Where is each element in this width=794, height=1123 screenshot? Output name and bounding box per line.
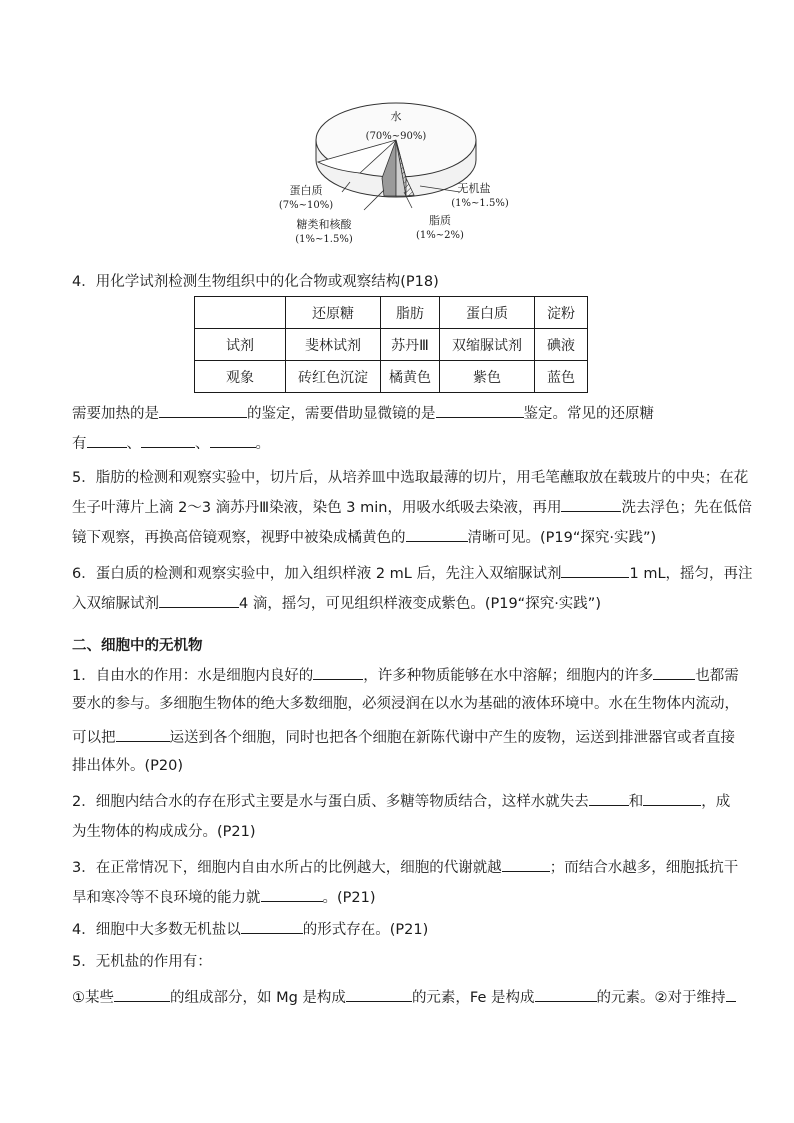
answer-blank[interactable] (535, 986, 597, 1002)
table-cell: 蛋白质 (440, 297, 535, 329)
protein-percent: (7%~10%) (278, 200, 334, 211)
table-cell: 双缩脲试剂 (440, 329, 535, 361)
table-row (195, 329, 588, 361)
answer-blank[interactable] (726, 986, 736, 1002)
lipid-percent: (1%~2%) (416, 230, 464, 241)
table-cell: 紫色 (440, 361, 535, 393)
answer-blank[interactable] (241, 918, 303, 934)
answer-blank[interactable] (261, 886, 323, 902)
q6-line-1: 6．蛋白质的检测和观察实验中，加入组织样液 2 mL 后，先注入双缩脲试剂 1 mL，摇匀，再注 (72, 562, 753, 584)
answer-blank[interactable] (159, 402, 247, 418)
answer-blank[interactable] (210, 432, 256, 448)
section-heading: 二、细胞中的无机物 (72, 638, 203, 654)
table-cell (195, 297, 286, 329)
s1-line-2: 要水的参与。多细胞生物体的绝大多数细胞，必须浸润在以水为基础的液体环境中。水在生物体内流动， (72, 696, 739, 712)
answer-blank[interactable] (114, 986, 170, 1002)
salt-label: 无机盐 (457, 182, 491, 195)
q5-line-2: 生子叶薄片上滴 2～3 滴苏丹Ⅲ染液，染色 3 min，用吸水纸吸去染液，再用 洗去浮色；先在低倍 (72, 496, 752, 518)
s4-line: 4．细胞中大多数无机盐以 的形式存在。(P21) (72, 918, 428, 940)
q5-line-1: 5．脂肪的检测和观察实验中，切片后，从培养皿中选取最薄的切片，用毛笔蘸取放在载玻片的中央；在花 (72, 470, 749, 486)
table-cell: 还原糖 (286, 297, 381, 329)
answer-blank[interactable] (346, 986, 412, 1002)
table-cell: 蓝色 (535, 361, 588, 393)
table-cell: 试剂 (195, 329, 286, 361)
table-cell: 砖红色沉淀 (286, 361, 381, 393)
q4-line-1: 需要加热的是 的鉴定，需要借助显微镜的是 鉴定。常见的还原糖 (72, 402, 654, 424)
answer-blank[interactable] (561, 562, 629, 578)
answer-blank[interactable] (406, 526, 468, 542)
s1-line-3: 可以把 运送到各个细胞，同时也把各个细胞在新陈代谢中产生的废物，运送到排泄器官或者直接 (72, 726, 735, 748)
answer-blank[interactable] (159, 592, 239, 608)
s1-line-1: 1．自由水的作用：水是细胞内良好的 ，许多种物质能够在水中溶解；细胞内的许多 也都需 (72, 664, 739, 686)
answer-blank[interactable] (561, 496, 621, 512)
reagent-table (194, 296, 588, 393)
answer-blank[interactable] (502, 856, 550, 872)
s2-line-1: 2．细胞内结合水的存在形式主要是水与蛋白质、多糖等物质结合，这样水就失去 和 ，成 (72, 790, 730, 812)
table-row (195, 361, 588, 393)
water-label: 水 (390, 110, 402, 123)
lipid-label: 脂质 (429, 214, 451, 227)
answer-blank[interactable] (141, 432, 195, 448)
answer-blank[interactable] (653, 664, 695, 680)
q6-line-2: 入双缩脲试剂 4 滴，摇匀，可见组织样液变成紫色。(P19“探究·实践”) (72, 592, 601, 614)
s5-line-1: ①某些 的组成部分，如 Mg 是构成 的元素，Fe 是构成 的元素。②对于维持 (72, 986, 736, 1008)
s5-title: 5．无机盐的作用有： (72, 954, 212, 970)
table-cell: 脂肪 (381, 297, 440, 329)
answer-blank[interactable] (116, 726, 170, 742)
table-cell: 苏丹Ⅲ (381, 329, 440, 361)
table-cell: 碘液 (535, 329, 588, 361)
s1-line-4: 排出体外。(P20) (72, 758, 184, 774)
s3-line-2: 旱和寒冷等不良环境的能力就 。(P21) (72, 886, 376, 908)
q4-line-2: 有 、 、 。 (72, 432, 270, 454)
water-percent: (70%~90%) (365, 131, 427, 142)
table-cell: 观象 (195, 361, 286, 393)
s2-line-2: 为生物体的构成成分。(P21) (72, 824, 256, 840)
table-cell: 斐林试剂 (286, 329, 381, 361)
q4-title: 4．用化学试剂检测生物组织中的化合物或观察结构(P18) (72, 274, 439, 290)
answer-blank[interactable] (87, 432, 127, 448)
salt-percent: (1%~1.5%) (451, 198, 509, 209)
s3-line-1: 3．在正常情况下，细胞内自由水所占的比例越大，细胞的代谢就越 ；而结合水越多，细胞抵抗干 (72, 856, 738, 878)
answer-blank[interactable] (589, 790, 629, 806)
answer-blank[interactable] (436, 402, 524, 418)
answer-blank[interactable] (313, 664, 363, 680)
answer-blank[interactable] (643, 790, 701, 806)
q5-line-3: 镜下观察，再换高倍镜观察，视野中被染成橘黄色的 清晰可见。(P19“探究·实践”) (72, 526, 656, 548)
sugar-percent: (1%~1.5%) (295, 234, 353, 245)
table-cell: 橘黄色 (381, 361, 440, 393)
sugar-label: 糖类和核酸 (296, 218, 352, 231)
protein-label: 蛋白质 (289, 184, 323, 197)
table-header-row (195, 297, 588, 329)
table-cell: 淀粉 (535, 297, 588, 329)
composition-pie-figure (272, 100, 522, 250)
